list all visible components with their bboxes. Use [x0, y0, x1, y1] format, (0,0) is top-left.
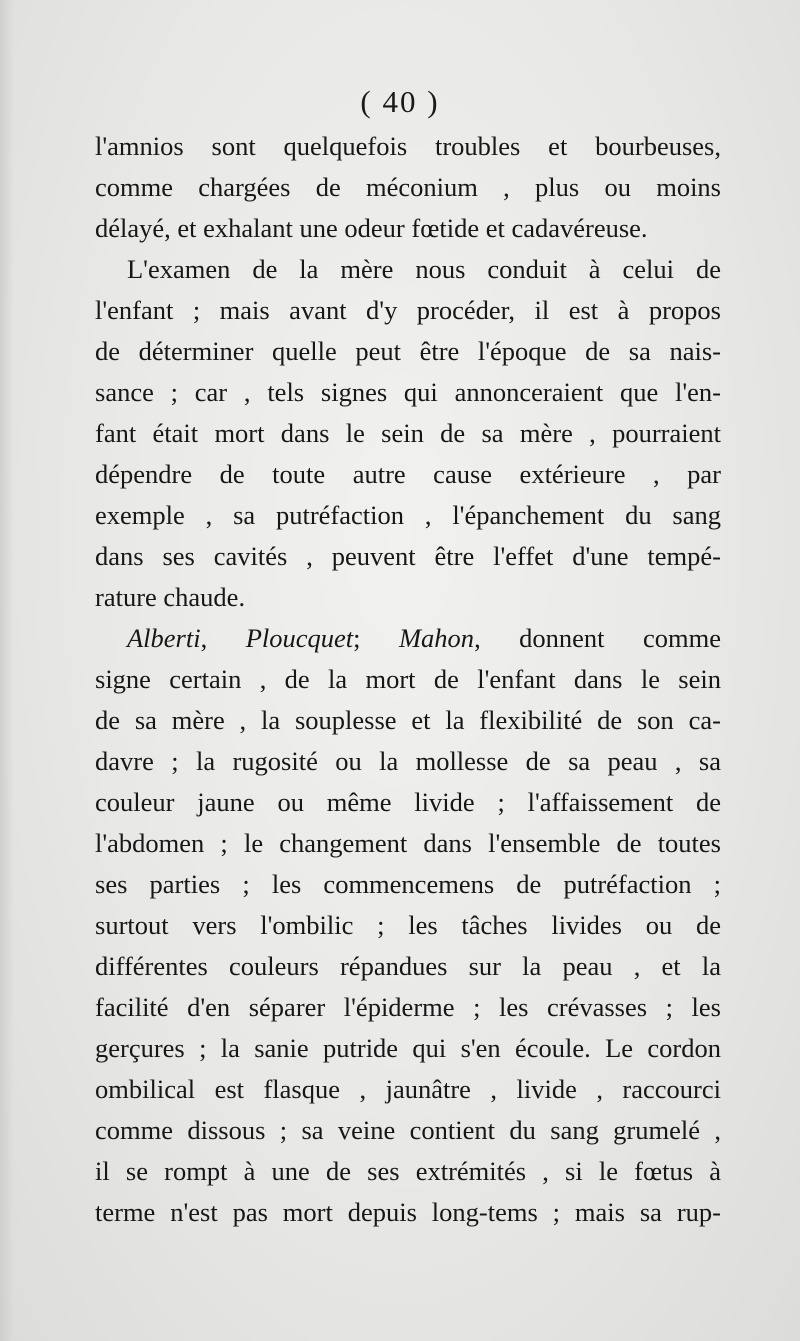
- text-line: L'examen de la mère nous conduit à celui de: [127, 254, 721, 284]
- text-line: davre ; la rugosité ou la mollesse de sa peau , sa: [95, 746, 721, 776]
- text-fragment: , donnent comme: [474, 623, 721, 653]
- text-line: surtout vers l'ombilic ; les tâches livides ou de: [95, 910, 721, 940]
- page-shadow-edge: [0, 0, 14, 1341]
- text-line-with-names: Alberti, Ploucquet; Mahon, donnent comme: [127, 623, 721, 653]
- text-line: fant était mort dans le sein de sa mère , pourraient: [95, 418, 721, 448]
- text-line: il se rompt à une de ses extrémités , si le fœtus à: [95, 1156, 721, 1186]
- text-line: comme dissous ; sa veine contient du sang grumelé ,: [95, 1115, 721, 1145]
- text-line: signe certain , de la mort de l'enfant dans le sein: [95, 664, 721, 694]
- text-line: couleur jaune ou même livide ; l'affaissement de: [95, 787, 721, 817]
- body-text: [95, 126, 721, 1233]
- paragraph-2: [95, 249, 721, 618]
- text-line: dans ses cavités , peuvent être l'effet d'une tempé-: [95, 541, 721, 571]
- text-line: de sa mère , la souplesse et la flexibilité de son ca-: [95, 705, 721, 735]
- author-name: Mahon: [398, 623, 475, 653]
- text-line: l'enfant ; mais avant d'y procéder, il est à propos: [95, 295, 721, 325]
- text-line: comme chargées de méconium , plus ou moins: [95, 172, 721, 202]
- text-line: exemple , sa putréfaction , l'épanchement du sang: [95, 500, 721, 530]
- paragraph-3: [95, 618, 721, 1233]
- text-line: l'abdomen ; le changement dans l'ensemble de toutes: [95, 828, 721, 858]
- text-line: l'amnios sont quelquefois troubles et bourbeuses,: [95, 131, 721, 161]
- text-line: gerçures ; la sanie putride qui s'en écoule. Le cordon: [95, 1033, 721, 1063]
- text-line: de déterminer quelle peut être l'époque de sa nais-: [95, 336, 721, 366]
- author-name: Ploucquet: [245, 623, 354, 653]
- page-number: ( 40 ): [360, 84, 440, 119]
- text-line: différentes couleurs répandues sur la peau , et la: [95, 951, 721, 981]
- text-line: ombilical est flasque , jaunâtre , livide , raccourci: [95, 1074, 721, 1104]
- text-line: facilité d'en séparer l'épiderme ; les crévasses ; les: [95, 992, 721, 1022]
- paragraph-1: [95, 126, 721, 249]
- text-line: sance ; car , tels signes qui annonceraient que l'en-: [95, 377, 721, 407]
- text-line: terme n'est pas mort depuis long-tems ; mais sa rup-: [95, 1197, 721, 1227]
- author-name: Alberti: [127, 623, 201, 653]
- text-line: rature chaude.: [95, 582, 246, 612]
- text-line: dépendre de toute autre cause extérieure , par: [95, 459, 721, 489]
- text-line: ses parties ; les commencemens de putréfaction ;: [95, 869, 721, 899]
- text-line: délayé, et exhalant une odeur fœtide et cadavéreuse.: [95, 213, 648, 243]
